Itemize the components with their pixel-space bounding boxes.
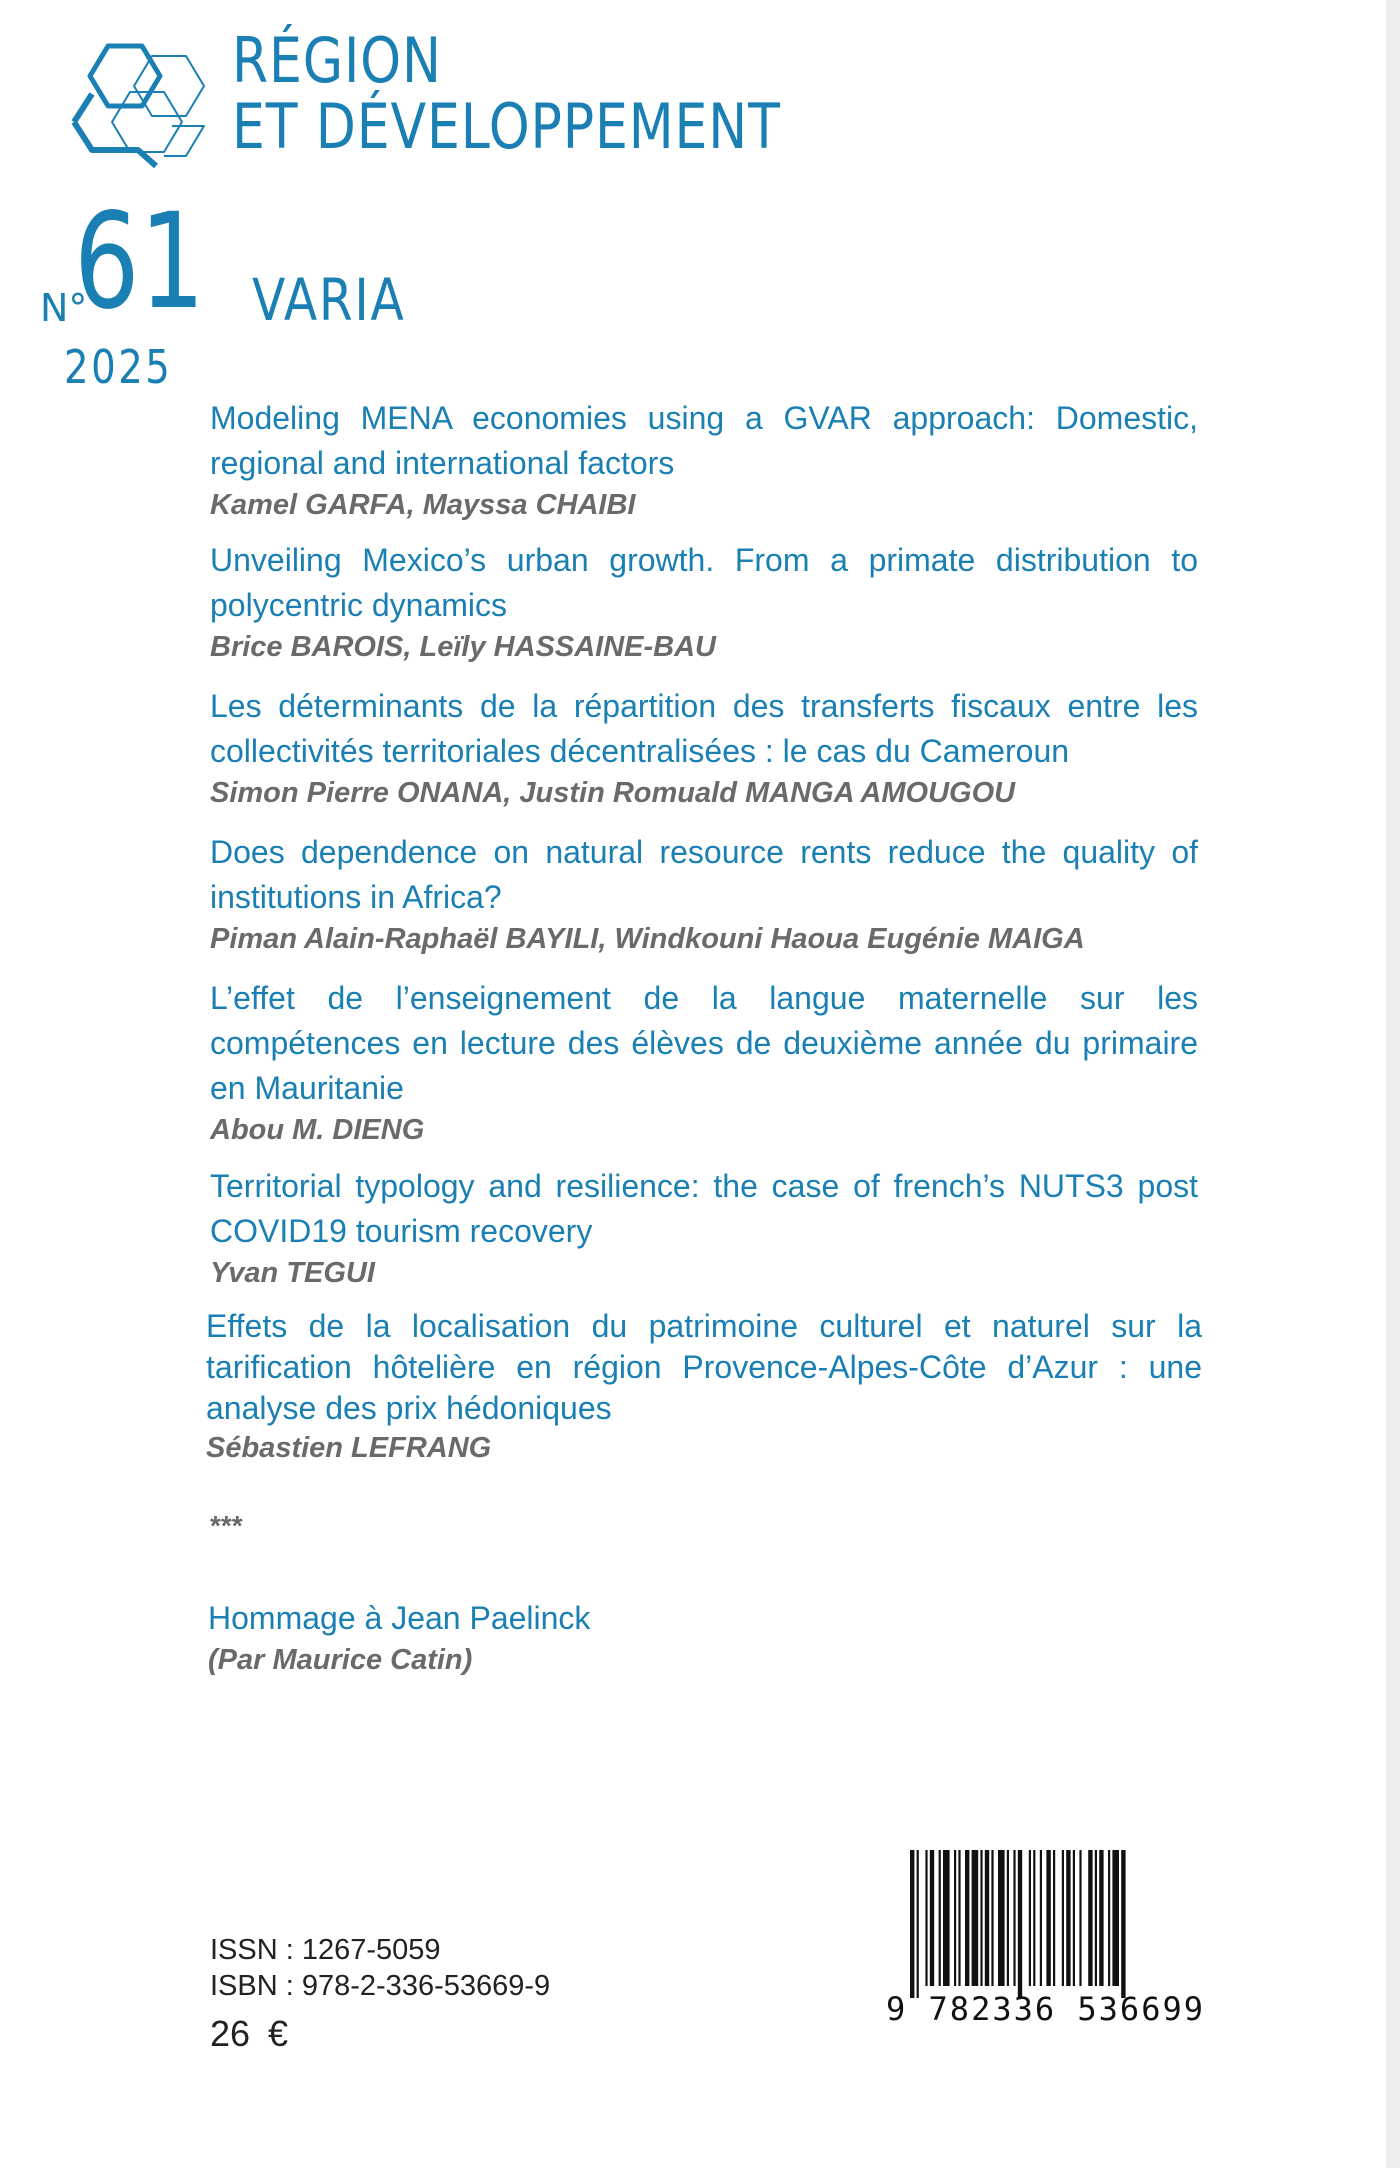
barcode-bar xyxy=(1108,1850,1110,1986)
barcode-bar xyxy=(939,1850,941,1986)
article-item xyxy=(206,1306,1202,1467)
barcode-bar xyxy=(954,1850,956,1986)
barcode-bar xyxy=(925,1850,927,1986)
barcode-bar xyxy=(972,1850,979,1986)
issn: ISSN : 1267-5059 xyxy=(210,1934,441,1966)
barcode-bar xyxy=(1033,1850,1035,1986)
barcode-bar xyxy=(910,1850,914,1998)
tribute-author: (Par Maurice Catin) xyxy=(208,1644,473,1676)
journal-title xyxy=(232,24,781,163)
section-title: VARIA xyxy=(252,266,406,334)
barcode-bar xyxy=(1013,1850,1015,1986)
article-authors: Simon Pierre ONANA, Justin Romuald MANGA AMOUGOU xyxy=(210,777,1016,809)
barcode-bar xyxy=(1079,1850,1081,1986)
barcode-bar xyxy=(1018,1850,1022,1998)
article-title: Does dependence on natural resource rents reduce the quality of institutions in Africa? xyxy=(210,834,1198,915)
article-title: Unveiling Mexico’s urban growth. From a primate distribution to polycentric dynamics xyxy=(210,542,1198,623)
hexagon-logo-icon xyxy=(68,36,216,168)
isbn: ISBN : 978-2-336-53669-9 xyxy=(210,1970,551,2002)
barcode-bar xyxy=(1066,1850,1070,1986)
article-title: Territorial typology and resilience: the case of french’s NUTS3 post COVID19 tourism recovery xyxy=(210,1168,1198,1249)
tribute-title: Hommage à Jean Paelinck xyxy=(208,1600,591,1636)
barcode-bar xyxy=(1088,1850,1092,1986)
page-edge xyxy=(1386,0,1400,2168)
journal-title-line1: RÉGION xyxy=(232,24,442,97)
price-currency: € xyxy=(268,2013,289,2054)
barcode-digits: 9 782336 536699 xyxy=(886,1990,1205,2028)
price-amount: 26 xyxy=(210,2013,251,2054)
barcode-bar xyxy=(991,1850,993,1986)
barcode-bar xyxy=(943,1850,950,1986)
barcode-bar xyxy=(985,1850,989,1986)
article-authors: Kamel GARFA, Mayssa CHAIBI xyxy=(210,489,636,521)
barcode-bar xyxy=(1040,1850,1042,1986)
issue-year: 2025 xyxy=(64,340,173,394)
barcode-bar xyxy=(917,1850,919,1998)
journal-title-line2: ET DÉVELOPPEMENT xyxy=(232,90,781,163)
issue-number: 61 xyxy=(74,185,206,339)
article-item xyxy=(210,684,1198,812)
article-authors: Brice BAROIS, Leïly HASSAINE-BAU xyxy=(210,631,716,663)
barcode-bar xyxy=(965,1850,969,1986)
article-title: Effets de la localisation du patrimoine culturel et naturel sur la tarification hôtelière en région Provence-Alpes-Côte d’Azur : une analyse des prix hédoniques xyxy=(206,1308,1202,1426)
article-item xyxy=(210,396,1198,524)
barcode-bar xyxy=(1007,1850,1009,1986)
barcode-bar xyxy=(1073,1850,1075,1986)
article-authors: Piman Alain-Raphaël BAYILI, Windkouni Haoua Eugénie MAIGA xyxy=(210,923,1085,955)
barcode-bar xyxy=(1099,1850,1103,1986)
article-authors: Sébastien LEFRANG xyxy=(206,1432,492,1464)
barcode-bar xyxy=(1121,1850,1125,1998)
article-title: L’effet de l’enseignement de la langue maternelle sur les compétences en lecture des élèves de deuxième année du primaire en Mauritanie xyxy=(210,980,1198,1106)
barcode-bar xyxy=(998,1850,1005,1986)
barcode-bar xyxy=(1029,1850,1031,1986)
price xyxy=(210,2012,288,2056)
section-separator: *** xyxy=(210,1510,243,1541)
barcode-bar xyxy=(980,1850,982,1986)
article-authors: Yvan TEGUI xyxy=(210,1257,375,1289)
article-item xyxy=(210,830,1198,958)
barcode-bars xyxy=(910,1850,1186,1998)
article-title: Modeling MENA economies using a GVAR approach: Domestic, regional and international factors xyxy=(210,400,1198,481)
barcode-bar xyxy=(1062,1850,1064,1986)
barcode-bar xyxy=(958,1850,960,1986)
barcode-bar xyxy=(1046,1850,1050,1986)
barcode-bar xyxy=(930,1850,934,1986)
issue-prefix: N° xyxy=(40,286,88,330)
article-authors: Abou M. DIENG xyxy=(210,1114,425,1146)
article-item xyxy=(210,976,1198,1149)
tribute-item xyxy=(208,1596,1108,1679)
isbn-barcode xyxy=(886,1850,1210,2036)
article-title: Les déterminants de la répartition des transferts fiscaux entre les collectivités territoriales décentralisées : le cas du Cameroun xyxy=(210,688,1198,769)
barcode-bar xyxy=(1112,1850,1119,1986)
article-item xyxy=(210,538,1198,666)
article-item xyxy=(210,1164,1198,1292)
barcode-bar xyxy=(1095,1850,1097,1986)
barcode-bar xyxy=(1053,1850,1055,1986)
